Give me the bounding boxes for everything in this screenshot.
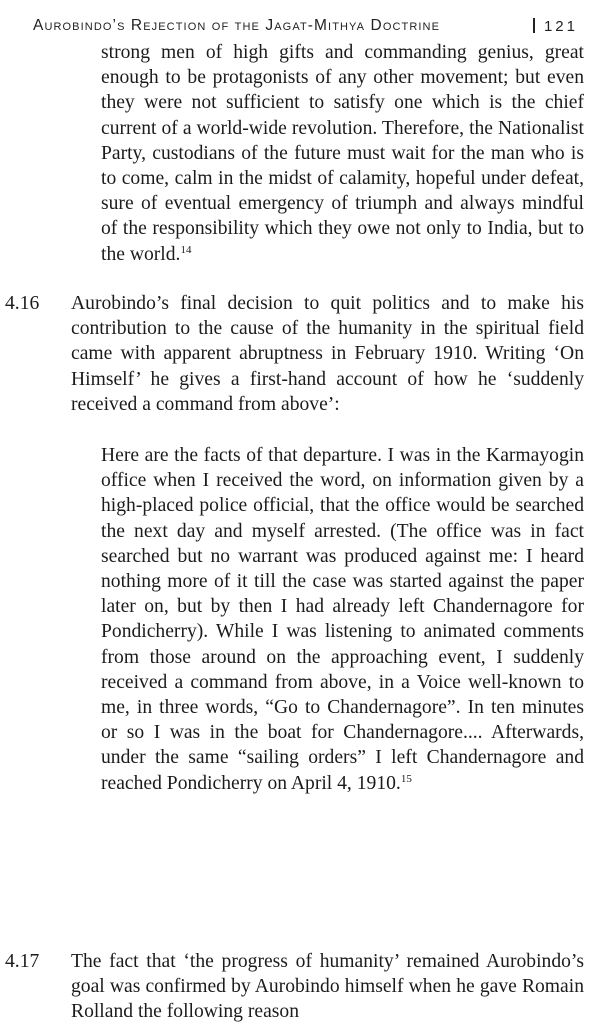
- block-quote-nationalist-party: [101, 40, 584, 267]
- page-number: 121: [543, 17, 578, 35]
- paragraph-number: 4.16: [5, 293, 40, 314]
- quote-text: strong men of high gifts and commanding genius, great enough to be protagonists of any other movement; but even they were not sufficient to satisfy one which is the chief current of a world-wide revolution. Therefore, the Nationalist Party, custodians of the future must wait for the man who is to come, calm in the midst of calamity, hopeful under defeat, sure of eventual emergency of triumph and always mindful of the responsibility which they owe not only to India, but to the world.: [101, 42, 584, 265]
- running-head: [33, 13, 578, 39]
- footnote-marker-14: 14: [180, 243, 192, 256]
- block-quote-departure: [101, 443, 584, 796]
- running-head-separator: [533, 18, 535, 33]
- paragraph-number: 4.17: [5, 951, 40, 972]
- running-head-title: Aurobindo’s Rejection of the Jagat-Mithya Doctrine: [33, 17, 441, 34]
- quote-text: Here are the facts of that departure. I was in the Karmayogin office when I received the word, on information given by a high-placed police official, that the office would be searched the next day and myself arrested. (The office was in fact searched but no warrant was produced against me: I heard nothing more of it till the case was started against the paper later on, but by then I had already left Chandernagore for Pondicherry). While I was listening to animated comments from those around on the approaching event, I suddenly received a command from above, in a Voice well-known to me, in three words, “Go to Chandernagore”. In ten minutes or so I was in the boat for Chandernagore.... Afterwards, under the same “sailing orders” I left Chandernagore and reached Pondicherry on April 4, 1910.: [101, 445, 584, 794]
- page-number-wrap: [527, 18, 578, 35]
- paragraph-text: Aurobindo’s final decision to quit politics and to make his contribution to the cause of the humanity in the spiritual field came with apparent abruptness in February 1910. Writing ‘On Himself’ he gives a first-hand account of how he ‘suddenly received a command from above’:: [71, 293, 584, 415]
- paragraph-text: The fact that ‘the progress of humanity’ remained Aurobindo’s goal was confirmed by Aurobindo himself when he gave Romain Rolland the following reason: [71, 951, 584, 1023]
- footnote-marker-15: 15: [400, 772, 412, 785]
